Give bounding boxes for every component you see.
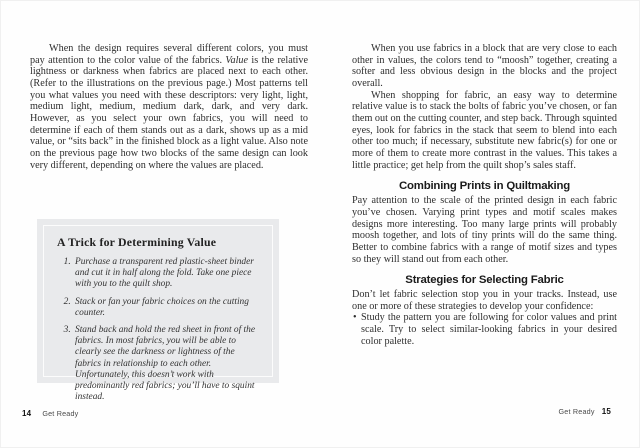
left-page-footer	[22, 409, 78, 418]
text-segment: is the relative lightness or darkness when fabrics are placed next to each other. (Refer to the illustrations on the previous page.) Most patterns tell you what values you need with these descriptors: very light, light, medium light, medium, medium dark, dark, and very dark. However, as you select your own fabrics, you will need to determine if each of them stands out as a dark, shows up as a mid value, or “sits back” in the finished block as a light value. Also note on the previous page how two blocks of the same design can look very different, depending on where the values are placed.	[30, 54, 308, 171]
left-page-number: 14	[22, 409, 32, 418]
text-segment: When the design requires several different colors, you must pay attention to the color value of the fabrics.	[30, 43, 308, 66]
strategies-bullet-list	[352, 312, 617, 347]
right-page-paragraph-1: When you use fabrics in a block that are very close to each other in values, the colors tend to “moosh” together, creating a softer and less obvious design in the blocks and the project overall.	[352, 43, 617, 89]
left-page-column	[30, 43, 308, 171]
list-item: 2. Stack or fan your fabric choices on the cutting counter.	[73, 297, 259, 319]
list-item: 3. Stand back and hold the red sheet in front of the fabrics. In most fabrics, you will be able to clearly see the darkness or lightness of the fabrics in relationship to each other. Unfortunately, this doesn’t work with predominantly red fabrics; you’ll have to squint instead.	[73, 325, 259, 403]
right-section-label: Get Ready	[558, 407, 595, 416]
right-page-paragraph-2: When shopping for fabric, an easy way to determine relative value is to stack the bolts of fabric you’ve chosen, or fan them out on the cutting counter, and step back. Through squinted eyes, look for fabrics in the stack that seem to blend into each other too much; if necessary, substitute new fabric(s) for one or more of them to create more contrast in the values. This takes a little practice; get help from the quilt shop’s sales staff.	[352, 89, 617, 171]
heading-strategies: Strategies for Selecting Fabric	[405, 274, 564, 287]
italic-text: Value	[225, 54, 249, 66]
heading-combining-prints: Combining Prints in Quiltmaking	[399, 180, 570, 193]
list-item: • Study the pattern you are following for color values and print scale. Try to select similar-looking fabrics in your desired color palette.	[352, 312, 617, 347]
left-page-paragraph	[30, 43, 308, 171]
trick-box-inner-frame	[43, 225, 273, 403]
trick-box-title: A Trick for Determining Value	[57, 235, 217, 249]
right-page-paragraph-4: Don’t let fabric selection stop you in your tracks. Instead, use one or more of these strategies to develop your confidence:	[352, 289, 617, 312]
right-page-number: 15	[601, 407, 611, 416]
left-section-label: Get Ready	[42, 409, 79, 418]
trick-box	[37, 219, 279, 403]
right-page-footer	[559, 407, 611, 416]
right-page-column	[352, 43, 617, 347]
right-page-paragraph-3: Pay attention to the scale of the printed design in each fabric you’ve chosen. Varying print types and motif scales makes designs more interesting. Too many large prints will probably moosh together, and lots of tiny prints will do the same thing. Better to combine fabrics with a range of motif sizes and types so they will stand out from each other.	[352, 195, 617, 265]
list-item: 1. Purchase a transparent red plastic-sheet binder and cut it in half along the fold. Take one piece with you to the quilt shop.	[73, 257, 259, 291]
trick-box-steps	[57, 257, 259, 403]
